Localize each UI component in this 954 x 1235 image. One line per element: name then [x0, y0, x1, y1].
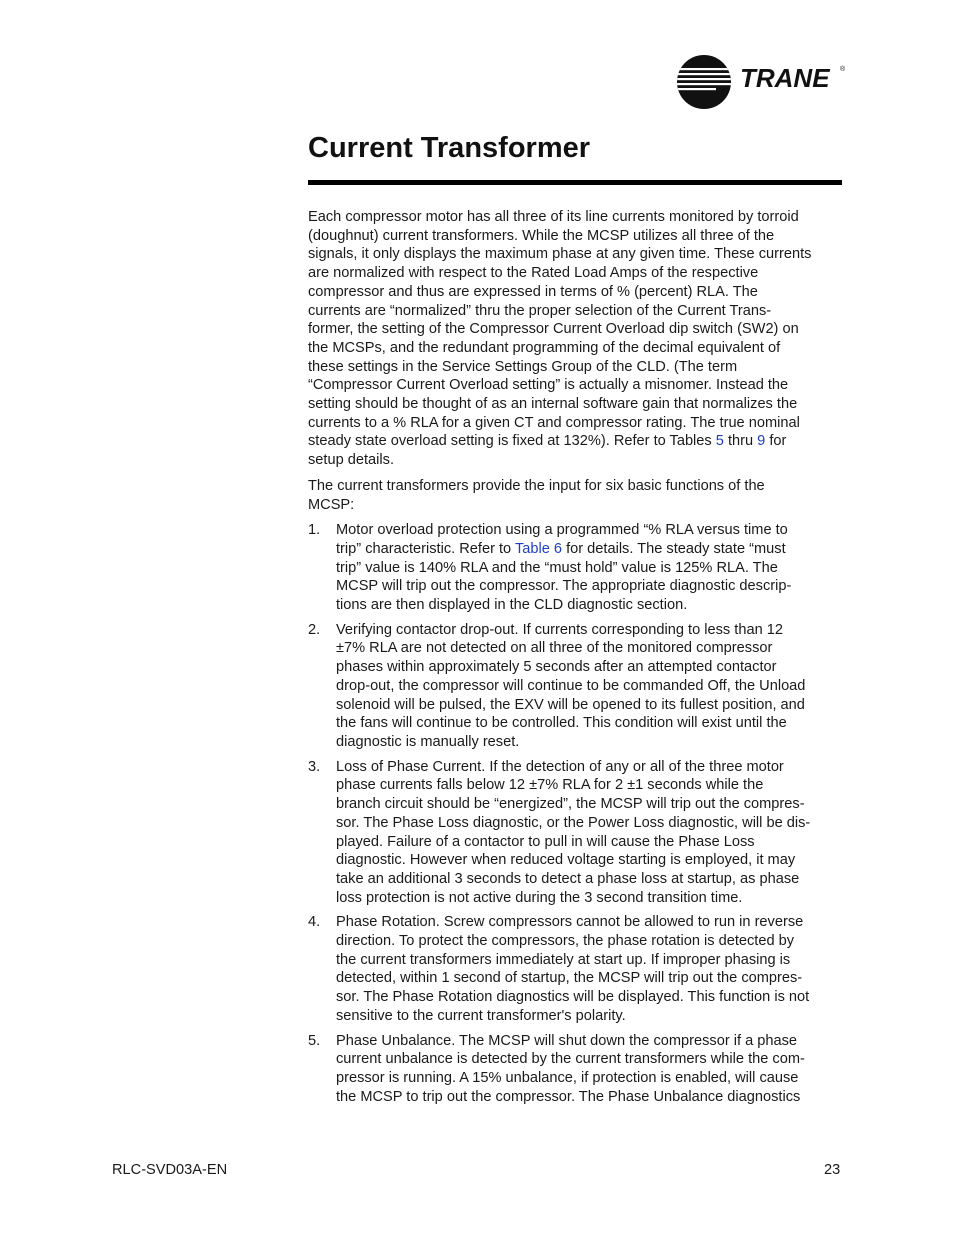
list-item	[308, 621, 842, 752]
text-line: “Compressor Current Overload setting” is actually a misnomer. Instead the	[308, 377, 789, 394]
text-line: the MCSPs, and the redundant programming of the decimal equivalent of	[308, 339, 781, 356]
text-line: detected, within 1 second of startup, the MCSP will trip out the compres-	[336, 970, 803, 987]
table-9-link[interactable]: 9	[757, 433, 766, 450]
text-line: Each compressor motor has all three of its line currents monitored by torroid	[308, 209, 799, 225]
text-line: MCSP will trip out the compressor. The appropriate diagnostic descrip-	[336, 578, 792, 595]
registered-mark: ®	[840, 66, 846, 73]
functions-list	[308, 521, 842, 1106]
functions-paragraph	[308, 477, 842, 514]
text-line: trip” value is 140% RLA and the “must hold” value is 125% RLA. The	[336, 559, 778, 576]
text-line: setting should be thought of as an internal software gain that normalizes the	[308, 396, 798, 413]
list-number: 5.	[308, 1032, 321, 1049]
text-line: Motor overload protection using a programmed “% RLA versus time to	[336, 522, 788, 539]
text-line: sor. The Phase Loss diagnostic, or the Power Loss diagnostic, will be dis-	[336, 814, 811, 831]
text-line: solenoid will be pulsed, the EXV will be opened to its fullest position, and	[336, 696, 805, 713]
text-line: phases within approximately 5 seconds after an attempted contactor	[336, 659, 777, 676]
text-line: direction. To protect the compressors, the phase rotation is detected by	[336, 933, 795, 950]
logo-wordmark: TRANE	[740, 63, 830, 93]
table-6-link[interactable]: Table 6	[514, 540, 563, 557]
text-line: the MCSP to trip out the compressor. The Phase Unbalance diagnostics	[336, 1088, 801, 1105]
text-line: signals, it only displays the maximum phase at any given time. These currents	[308, 246, 812, 263]
text-line: take an additional 3 seconds to detect a phase loss at startup, as phase	[336, 870, 800, 887]
text-segment: steady state overload setting is fixed at 132%). Refer to Tables	[308, 433, 716, 450]
text-line: currents to a % RLA for a given CT and compressor rating. The true nominal	[308, 414, 800, 431]
text-line: pressor is running. A 15% unbalance, if protection is enabled, will cause	[336, 1069, 799, 1086]
trane-circle-logo-icon	[676, 54, 734, 110]
text-segment: for	[765, 433, 787, 450]
text-line: ±7% RLA are not detected on all three of the monitored compressor	[336, 640, 773, 657]
table-5-link[interactable]: 5	[715, 433, 724, 450]
body-text	[308, 208, 842, 1112]
list-item	[308, 758, 842, 908]
text-line: played. Failure of a contactor to pull in will cause the Phase Loss	[336, 833, 755, 850]
list-number: 4.	[308, 914, 321, 931]
list-item	[308, 913, 842, 1025]
text-line: branch circuit should be “energized”, the MCSP will trip out the compres-	[336, 796, 805, 813]
text-line: MCSP:	[308, 496, 355, 513]
text-line: these settings in the Service Settings Group of the CLD. (The term	[308, 358, 738, 375]
text-line: tions are then displayed in the CLD diagnostic section.	[336, 597, 688, 614]
text-line: compressor and thus are expressed in terms of % (percent) RLA. The	[308, 283, 758, 300]
text-line: Phase Unbalance. The MCSP will shut down the compressor if a phase	[336, 1032, 798, 1049]
text-line: the fans will continue to be controlled. This condition will exist until the	[336, 715, 787, 732]
text-line: current unbalance is detected by the current transformers while the com-	[336, 1051, 805, 1068]
text-line: diagnostic is manually reset.	[336, 733, 520, 750]
text-line: drop-out, the compressor will continue to be commanded Off, the Unload	[336, 677, 806, 694]
list-number: 3.	[308, 758, 321, 775]
text-line: phase currents falls below 12 ±7% RLA for 2 ±1 seconds while the	[336, 777, 764, 794]
list-item	[308, 521, 842, 615]
text-line: currents are “normalized” thru the proper selection of the Current Trans-	[308, 302, 772, 319]
text-line: loss protection is not active during the 3 second transition time.	[336, 889, 743, 906]
text-line: The current transformers provide the input for six basic functions of the	[308, 477, 765, 494]
text-line	[308, 432, 842, 451]
list-number: 2.	[308, 621, 321, 638]
text-line: are normalized with respect to the Rated Load Amps of the respective	[308, 265, 759, 282]
intro-paragraph	[308, 208, 842, 470]
trane-logo	[676, 54, 846, 110]
text-line: sor. The Phase Rotation diagnostics will be displayed. This function is not	[336, 989, 810, 1006]
text-line: diagnostic. However when reduced voltage starting is employed, it may	[336, 852, 796, 869]
text-line: (doughnut) current transformers. While the MCSP utilizes all three of the	[308, 227, 775, 244]
text-line: sensitive to the current transformer's polarity.	[336, 1007, 626, 1024]
title-rule	[308, 180, 842, 185]
list-number: 1.	[308, 522, 321, 539]
text-line: Verifying contactor drop-out. If currents corresponding to less than 12	[336, 621, 783, 638]
page-title: Current Transformer	[308, 132, 591, 164]
text-segment: for details. The steady state “must	[562, 540, 786, 557]
text-line: Phase Rotation. Screw compressors cannot be allowed to run in reverse	[336, 914, 804, 931]
page-number: 23	[824, 1162, 841, 1178]
text-line: the current transformers immediately at start up. If improper phasing is	[336, 951, 791, 968]
text-segment: thru	[723, 433, 758, 450]
text-line: former, the setting of the Compressor Current Overload dip switch (SW2) on	[308, 321, 799, 338]
text-line	[336, 540, 842, 559]
text-segment: trip” characteristic. Refer to	[336, 540, 515, 557]
list-item	[308, 1032, 842, 1107]
text-line: setup details.	[308, 452, 394, 469]
text-line: Loss of Phase Current. If the detection of any or all of the three motor	[336, 758, 784, 775]
document-id: RLC-SVD03A-EN	[112, 1162, 228, 1178]
